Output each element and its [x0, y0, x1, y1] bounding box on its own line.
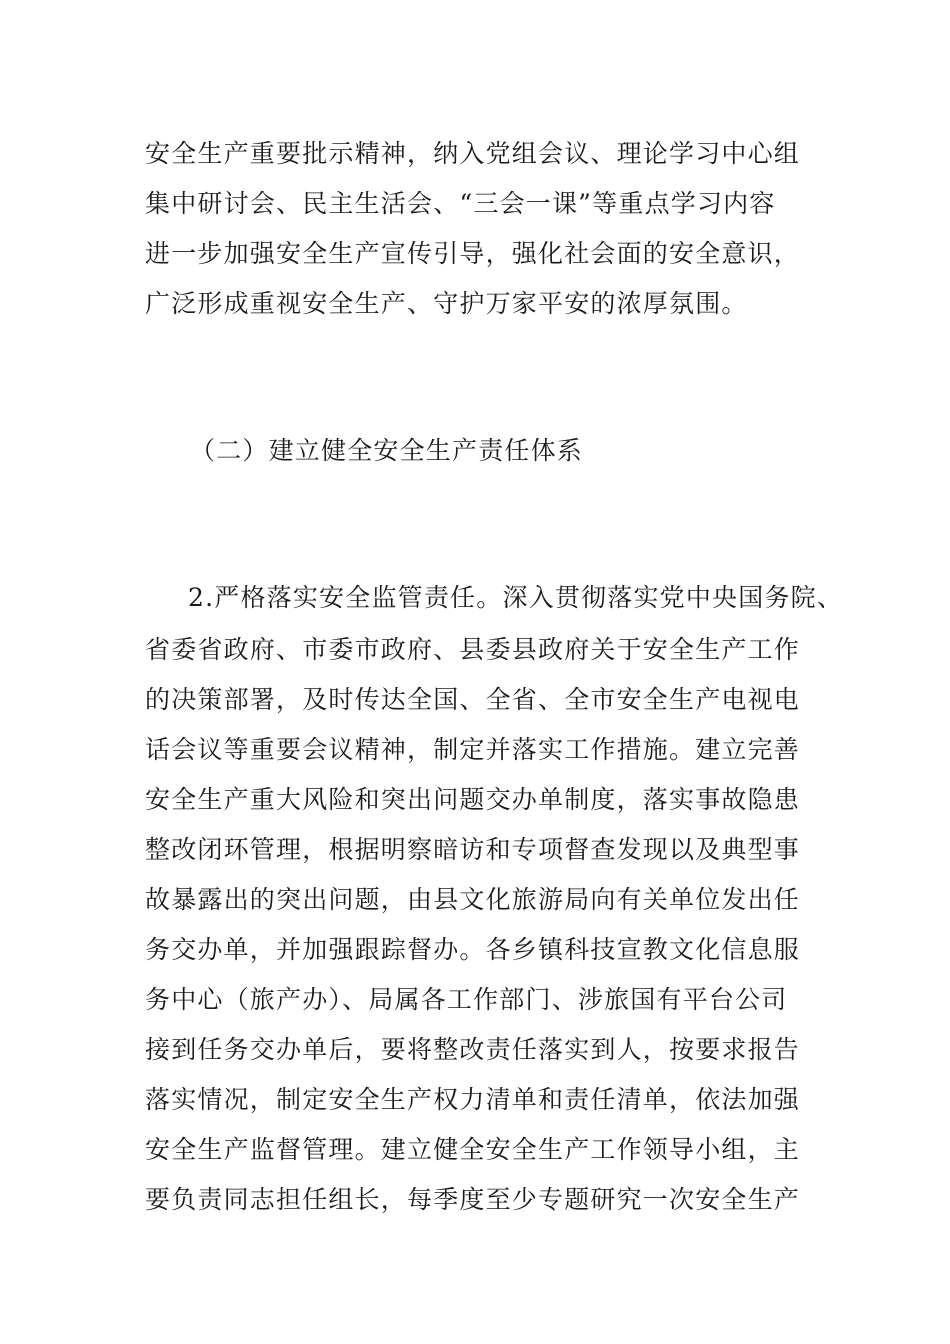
text-line: 安全生产重大风险和突出问题交办单制度，落实事故隐患 — [145, 785, 801, 814]
text-line: 要负责同志担任组长，每季度至少专题研究一次安全生产 — [145, 1185, 801, 1214]
section-heading: （二）建立健全安全生产责任体系 — [190, 436, 584, 465]
text-line: 的决策部署，及时传达全国、全省、全市安全生产电视电 — [145, 685, 801, 714]
text-line: 广泛形成重视安全生产、守护万家平安的浓厚氛围。 — [145, 289, 748, 318]
text-line: 安全生产监督管理。建立健全安全生产工作领导小组，主 — [145, 1135, 801, 1164]
text-line: 故暴露出的突出问题，由县文化旅游局向有关单位发出任 — [145, 885, 801, 914]
text-line: 安全生产重要批示精神，纳入党组会议、理论学习中心组 — [145, 139, 801, 168]
text-line: 落实情况，制定安全生产权力清单和责任清单，依法加强 — [145, 1085, 801, 1114]
text-line: 进一步加强安全生产宣传引导，强化社会面的安全意识， — [145, 239, 801, 268]
text-line: 整改闭环管理，根据明察暗访和专项督查发现以及典型事 — [145, 835, 801, 864]
text-line: 接到任务交办单后，要将整改责任落实到人，按要求报告 — [145, 1035, 801, 1064]
text-line: 务中心（旅产办）、局属各工作部门、涉旅国有平台公司 — [145, 985, 788, 1014]
text-line: 务交办单，并加强跟踪督办。各乡镇科技宣教文化信息服 — [145, 935, 801, 964]
text-line: 2.严格落实安全监管责任。深入贯彻落实党中央国务院、 — [188, 583, 844, 612]
text-line: 集中研讨会、民主生活会、“三会一课”等重点学习内容 — [145, 189, 776, 218]
text-line: 省委省政府、市委市政府、县委县政府关于安全生产工作 — [145, 635, 801, 664]
text-line: 话会议等重要会议精神，制定并落实工作措施。建立完善 — [145, 735, 801, 764]
